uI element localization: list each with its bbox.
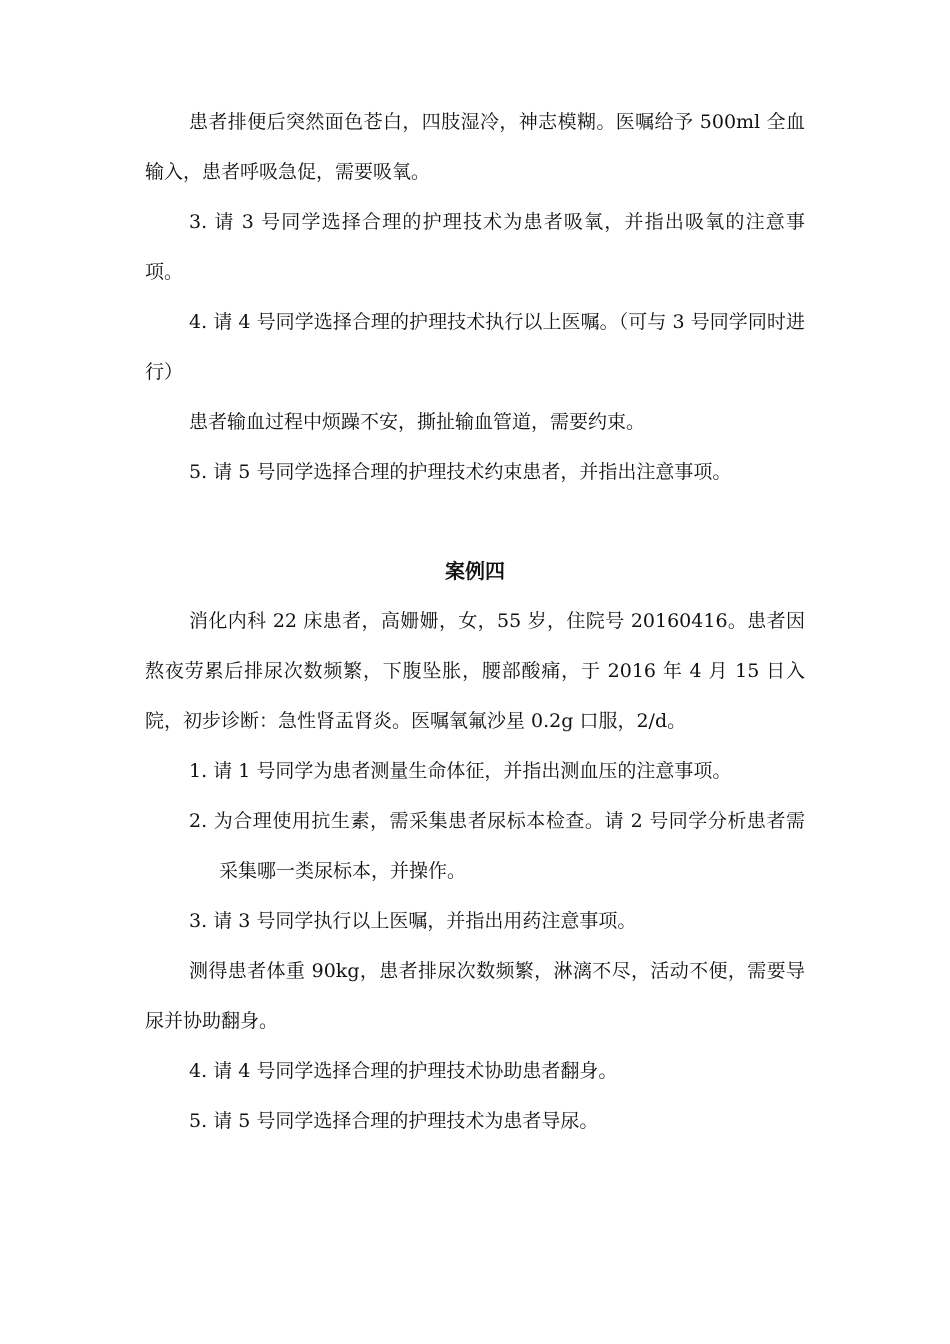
task-5-restraint: 5. 请 5 号同学选择合理的护理技术约束患者，并指出注意事项。 [189,461,732,483]
task-item: 4. 请 4 号同学选择合理的护理技术协助患者翻身。 [189,1060,618,1082]
paragraph-followup: 测得患者体重 90kg，患者排尿次数频繁，淋漓不尽，活动不便，需要导尿并协助翻身。 [145,960,805,1032]
task-item: 3. 请 3 号同学执行以上医嘱，并指出用药注意事项。 [189,910,637,932]
section-spacer [145,497,805,546]
case-intro: 消化内科 22 床患者，高姗姗，女，55 岁，住院号 20160416。患者因熬夜劳累后排尿次数频繁，下腹坠胀，腰部酸痛，于 2016 年 4 月 15 日入院，初步诊断：急性肾盂肾炎。医嘱氧氟沙星 0.2g 口服，2/d。 [145,610,805,732]
task-item: 1. 请 1 号同学为患者测量生命体征，并指出测血压的注意事项。 [189,760,732,782]
task-3-oxygen: 3. 请 3 号同学选择合理的护理技术为患者吸氧，并指出吸氧的注意事项。 [145,211,805,283]
paragraph-restraint-need: 患者输血过程中烦躁不安，撕扯输血管道，需要约束。 [189,411,646,433]
document-page [145,97,805,1146]
case-title: 案例四 [445,559,505,583]
task-item: 5. 请 5 号同学选择合理的护理技术为患者导尿。 [189,1110,599,1132]
paragraph-shock-description: 患者排便后突然面色苍白，四肢湿冷，神志模糊。医嘱给予 500ml 全血输入，患者呼吸急促，需要吸氧。 [145,111,805,183]
task-4-transfusion: 4. 请 4 号同学选择合理的护理技术执行以上医嘱。（可与 3 号同学同时进行） [145,311,805,383]
task-item: 2. 为合理使用抗生素，需采集患者尿标本检查。请 2 号同学分析患者需采集哪一类尿标本，并操作。 [189,810,805,882]
